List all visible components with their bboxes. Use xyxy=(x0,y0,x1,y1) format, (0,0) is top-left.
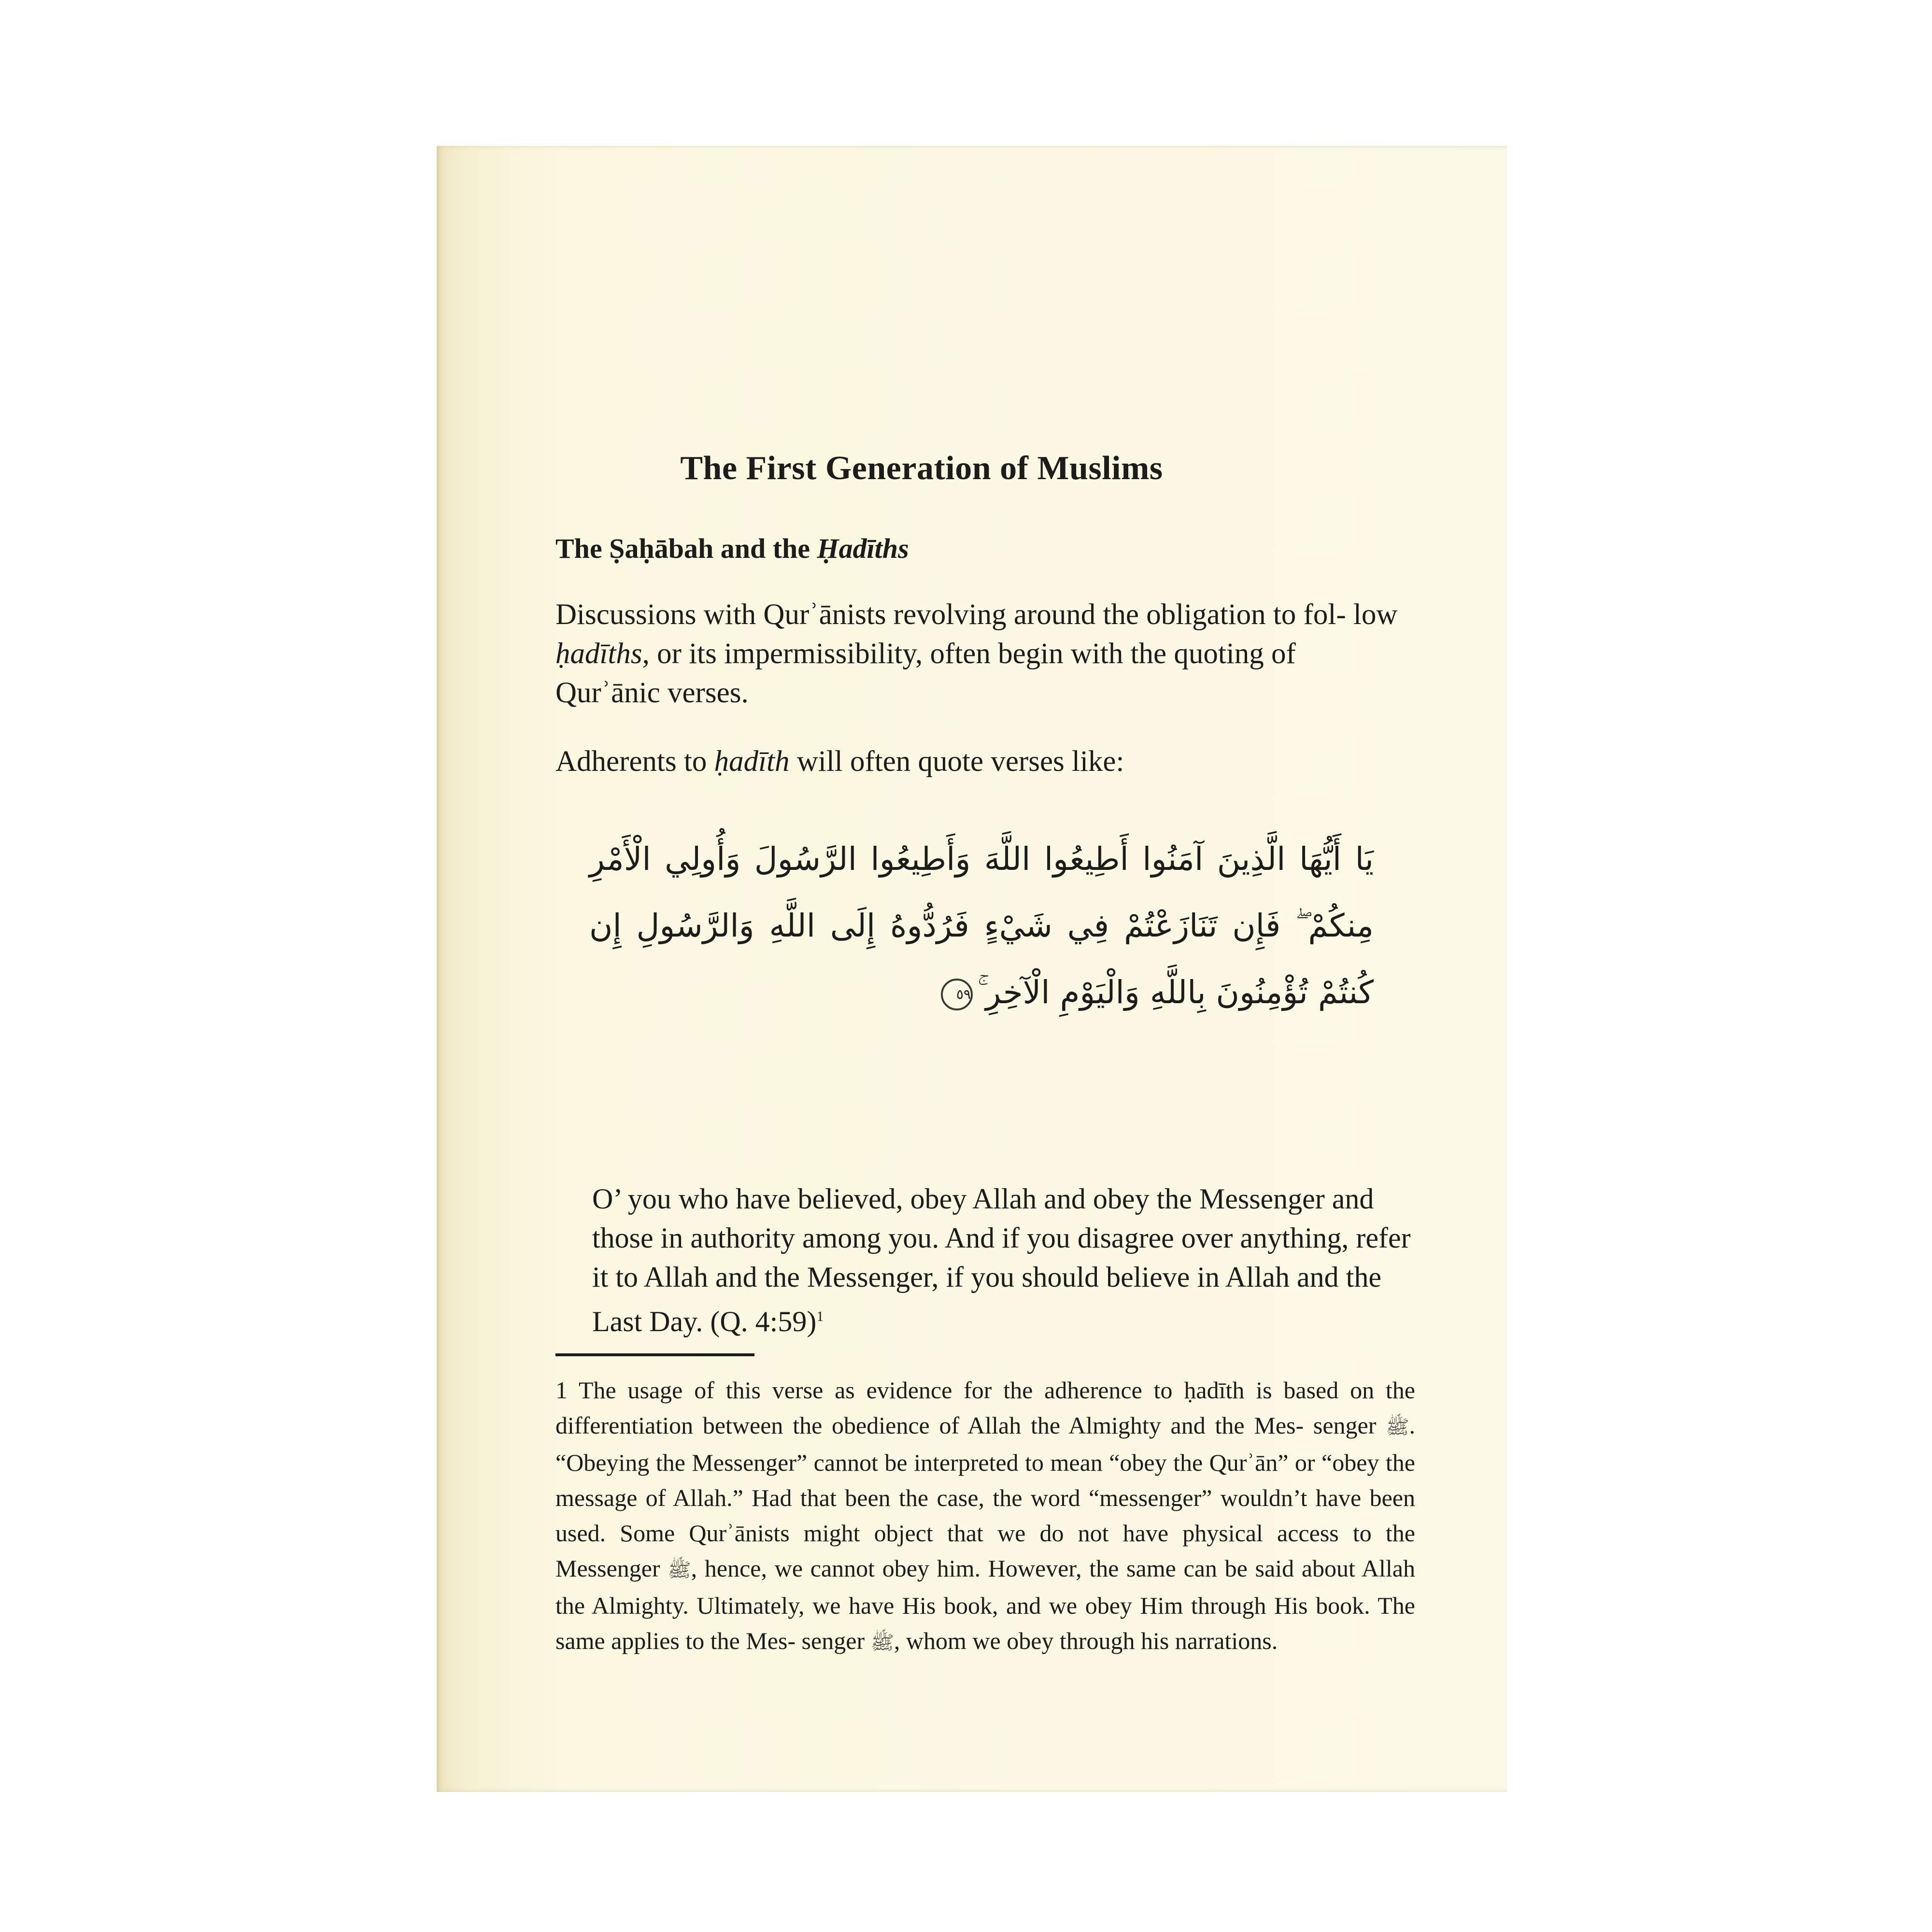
footnote-text-2: . “Obeying the Messenger” cannot be interpreted to mean “obey the Qurʾān” or “obey the message of Allah.” Had that been the case, the word “messenger” wouldn’t have been used. Some Qurʾānists might object that we do not have physical access to the Messenger xyxy=(555,1412,1415,1582)
footnote-divider xyxy=(555,1353,754,1356)
adherents-text-c: will often quote verses like: xyxy=(789,745,1124,778)
honorific-icon: ﷺ xyxy=(870,1632,894,1654)
chapter-title: The First Generation of Muslims xyxy=(680,450,1163,487)
arabic-verse-text: يَا أَيُّهَا الَّذِينَ آمَنُوا أَطِيعُوا اللَّهَ وَأَطِيعُوا الرَّسُولَ وَأُولِي الْأَمْرِ مِنكُمْ ۖ فَإِن تَنَازَعْتُمْ فِي شَيْءٍ فَرُدُّوهُ إِلَى اللَّهِ وَالرَّسُولِ إِن كُنتُمْ تُؤْمِنُونَ بِاللَّهِ وَالْيَوْمِ الْآخِرِ ۚ xyxy=(589,840,1374,1011)
adherents-text-a: Adherents to xyxy=(555,745,714,778)
footnote-text-4: , whom we obey through his narrations. xyxy=(894,1627,1278,1654)
intro-text-c: , or its impermissibility, often begin with the quoting of Qurʾānic verses. xyxy=(555,638,1296,709)
section-title-part1: The Ṣaḥābah and the xyxy=(555,533,817,564)
translation-text: O’ you who have believed, obey Allah and obey the Messenger and those in authority among you. And if you disagree over anything, refer it to Allah and the Messenger, if you should believe in Allah and the Last Day. (Q. 4:59) xyxy=(592,1183,1411,1337)
adherents-paragraph xyxy=(555,742,1406,781)
verse-number-marker: ٥٩ xyxy=(941,979,973,1010)
section-title xyxy=(555,532,909,565)
footnote-text-1: 1 The usage of this verse as evidence for the adherence to ḥadīth is based on the differentiation between the obedience of Allah the Almighty and the Mes- senger xyxy=(555,1377,1415,1439)
intro-paragraph xyxy=(555,595,1406,712)
book-page xyxy=(437,146,1507,1792)
footnote-reference: 1 xyxy=(816,1308,824,1324)
arabic-verse xyxy=(589,826,1374,1026)
honorific-icon: ﷺ xyxy=(1386,1416,1409,1438)
footnote-text-3: , hence, we cannot obey him. However, the same can be said about Allah the Almighty. Ultimately, we have His book, and we obey Him through His book. The same applies to the Mes- senger xyxy=(555,1555,1415,1654)
intro-text-a: Discussions with Qurʾānists revolving around the obligation to fol- low xyxy=(555,598,1398,631)
adherents-text-b: ḥadīth xyxy=(714,745,790,778)
section-title-part2: Ḥadīths xyxy=(817,533,909,564)
intro-text-b: ḥadīths xyxy=(555,638,642,670)
verse-translation xyxy=(592,1179,1413,1341)
honorific-icon: ﷺ xyxy=(668,1559,691,1581)
footnote xyxy=(555,1373,1415,1661)
